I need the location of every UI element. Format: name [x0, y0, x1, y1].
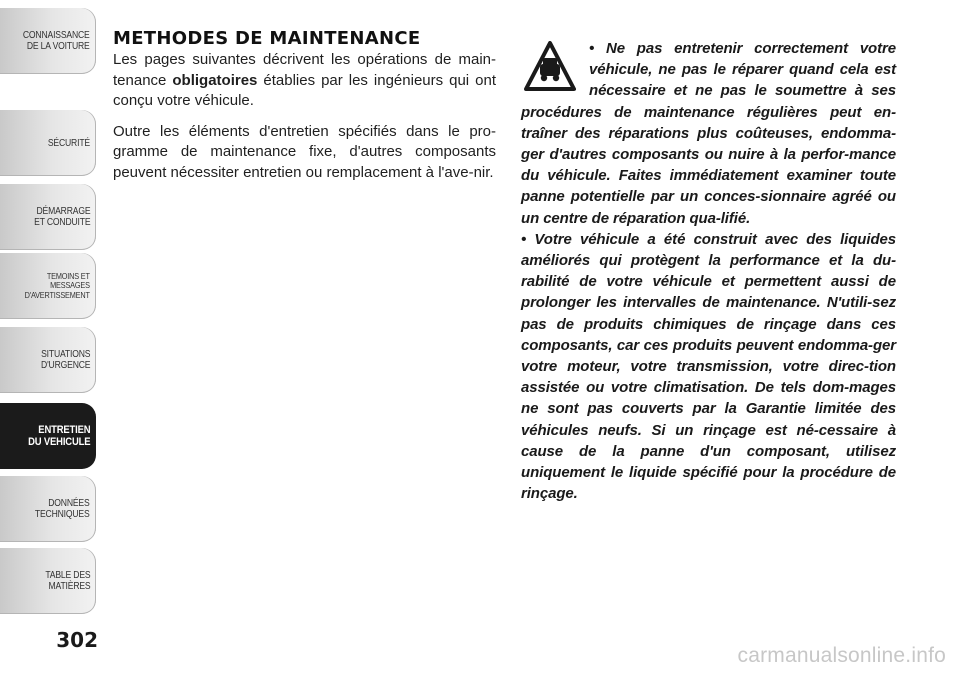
tab-demarrage-conduite[interactable] — [0, 184, 96, 250]
intro-text: Les pages suivantes décrivent les opérations de main-tenance — [113, 51, 496, 89]
page-number: 302 — [56, 628, 98, 652]
intro-paragraph — [113, 50, 496, 112]
maintenance-paragraph: Outre les éléments d'entretien spécifiés dans le pro-gramme de maintenance fixe, d'autres composants peuvent nécessiter entretien ou remplacement à l'ave-nir. — [113, 122, 496, 181]
chapter-tabs — [0, 0, 98, 620]
tab-label: TABLE DES MATIÈRES — [44, 570, 90, 592]
main-text-column — [113, 28, 496, 183]
warning-text — [521, 38, 896, 504]
tab-label: DÉMARRAGE ET CONDUITE — [33, 206, 90, 228]
tab-label: SITUATIONS D'URGENCE — [40, 349, 90, 371]
tab-table-matieres[interactable] — [0, 548, 96, 614]
watermark: carmanualsonline.info — [737, 644, 946, 667]
warning-item: • Votre véhicule a été construit avec des liquides améliorés qui protègent la performance et la du-rabilité de votre véhicule et permettent aussi de prolonger les intervalles de maintenance. N'utili-sez pas de produits chimiques de rinçage dans ces composants, car ces produits peuvent endomma-ger votre moteur, votre transmission, votre direc-tion assistée ou votre climatisation. De tels dom-mages ne sont pas couverts par la Garantie limitée des véhicules neufs. Si un rinçage est né-cessaire à cause de la panne d'un composant, utilisez uniquement le liquide spécifié pour la procédure de rinçage. — [521, 230, 896, 503]
tab-connaissance-voiture[interactable] — [0, 8, 96, 74]
warning-triangle-icon — [521, 36, 579, 98]
tab-entretien-vehicule[interactable] — [0, 403, 96, 469]
tab-donnees-techniques[interactable] — [0, 476, 96, 542]
tab-label: TEMOINS ET MESSAGES D'AVERTISSEMENT — [24, 270, 90, 300]
warning-box — [521, 38, 896, 504]
tab-situations-urgence[interactable] — [0, 327, 96, 393]
section-title: METHODES DE MAINTENANCE — [113, 28, 421, 49]
warning-item: • Ne pas entretenir correctement votre véhicule, ne pas le réparer quand cela est nécessaire et ne pas le soumettre à ses procédures de maintenance régulières peut en-traîner des réparations plus coûteuses, endomma-ger d'autres composants ou nuire à la perfor-mance du véhicule. Faites immédiatement examiner toute panne potentielle par un conces-sionnaire agréé ou un centre de réparation qua-lifié. — [521, 40, 896, 227]
intro-text-end: établies par les ingénieurs qui ont conçu votre véhicule. — [113, 71, 496, 109]
intro-bold-term: obligatoires — [172, 71, 258, 89]
tab-label: CONNAISSANCE DE LA VOITURE — [23, 30, 90, 52]
tab-label: DONNÉES TECHNIQUES — [35, 498, 90, 520]
tab-securite[interactable] — [0, 110, 96, 176]
tab-temoins-messages[interactable] — [0, 253, 96, 319]
tab-label: SÉCURITÉ — [47, 137, 90, 149]
tab-label: ENTRETIEN DU VEHICULE — [27, 424, 90, 448]
